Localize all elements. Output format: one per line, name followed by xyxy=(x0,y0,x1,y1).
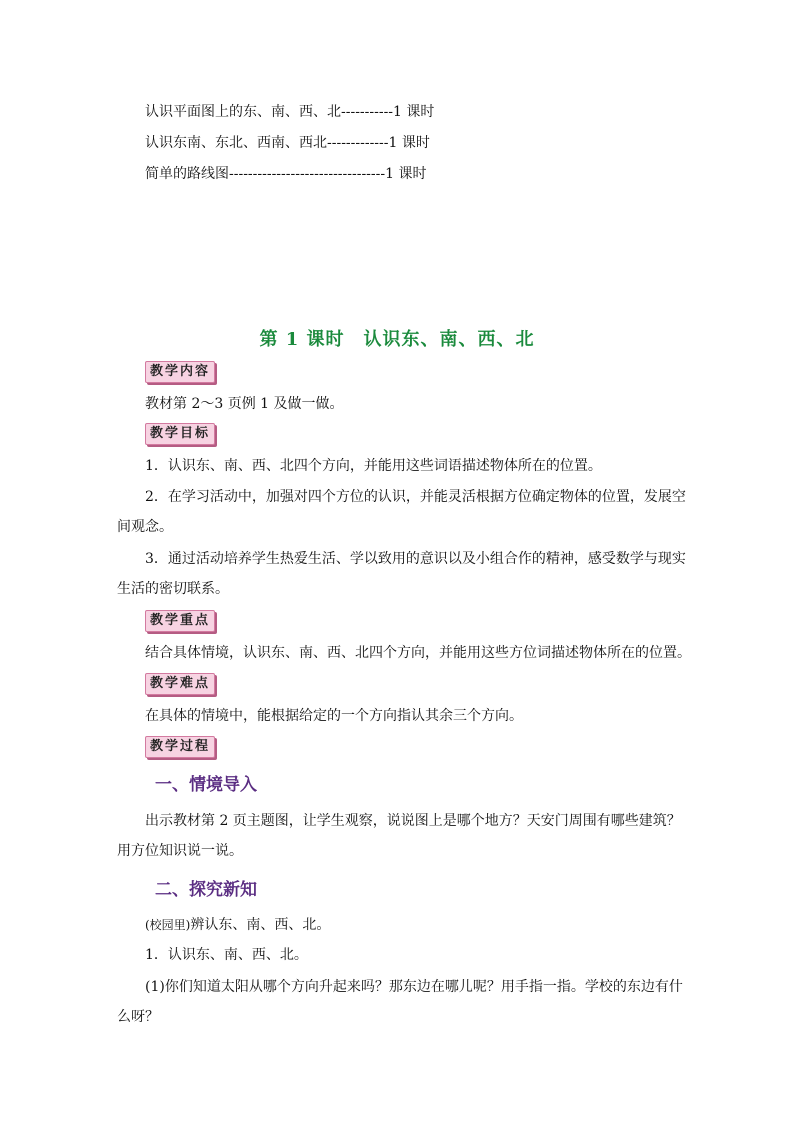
tag-teaching-content: 教学内容 xyxy=(145,361,215,383)
difficulties-text: 在具体的情境中，能根据给定的一个方向指认其余三个方向。 xyxy=(145,708,523,724)
section-2-subtitle xyxy=(117,910,687,940)
tag-teaching-goals: 教学目标 xyxy=(145,423,215,445)
goal-2: 2．在学习活动中，加强对四个方位的认识，并能灵活根据方位确定物体的位置，发展空间观念。 xyxy=(117,489,686,535)
tag-key-points: 教学重点 xyxy=(145,610,215,632)
content-text: 教材第 2～3 页例 1 及做一做。 xyxy=(145,396,344,412)
toc-line-1: 认识平面图上的东、南、西、北-----------1 课时 xyxy=(145,104,435,120)
toc-line-2: 认识东南、东北、西南、西北-------------1 课时 xyxy=(145,135,430,151)
goal-3: 3．通过活动培养学生热爱生活、学以致用的意识以及小组合作的精神，感受数学与现实生活的密切联系。 xyxy=(117,551,686,597)
goal-1: 1．认识东、南、西、北四个方向，并能用这些词语描述物体所在的位置。 xyxy=(145,458,602,474)
section-2-heading: 二、探究新知 xyxy=(155,880,257,900)
section-2-sub-prefix: (校园里) xyxy=(145,918,191,932)
section-2-item-1-1: (1)你们知道太阳从哪个方向升起来吗？那东边在哪儿呢？用手指一指。学校的东边有什么呀？ xyxy=(117,979,683,1025)
tag-teaching-process: 教学过程 xyxy=(145,736,215,758)
section-2-item-1: 1．认识东、南、西、北。 xyxy=(145,947,308,963)
tag-difficulties: 教学难点 xyxy=(145,673,215,695)
section-1-text: 出示教材第 2 页主题图，让学生观察，说说图上是哪个地方？天安门周围有哪些建筑？用方位知识说一说。 xyxy=(117,813,681,859)
key-points-text: 结合具体情境，认识东、南、西、北四个方向，并能用这些方位词描述物体所在的位置。 xyxy=(145,645,691,661)
section-2-sub-text: 辨认东、南、西、北。 xyxy=(190,917,331,933)
toc-line-3: 简单的路线图---------------------------------1 课时 xyxy=(145,166,427,182)
lesson-title: 第 1 课时 认识东、南、西、北 xyxy=(259,329,535,350)
section-1-heading: 一、情境导入 xyxy=(155,775,257,795)
